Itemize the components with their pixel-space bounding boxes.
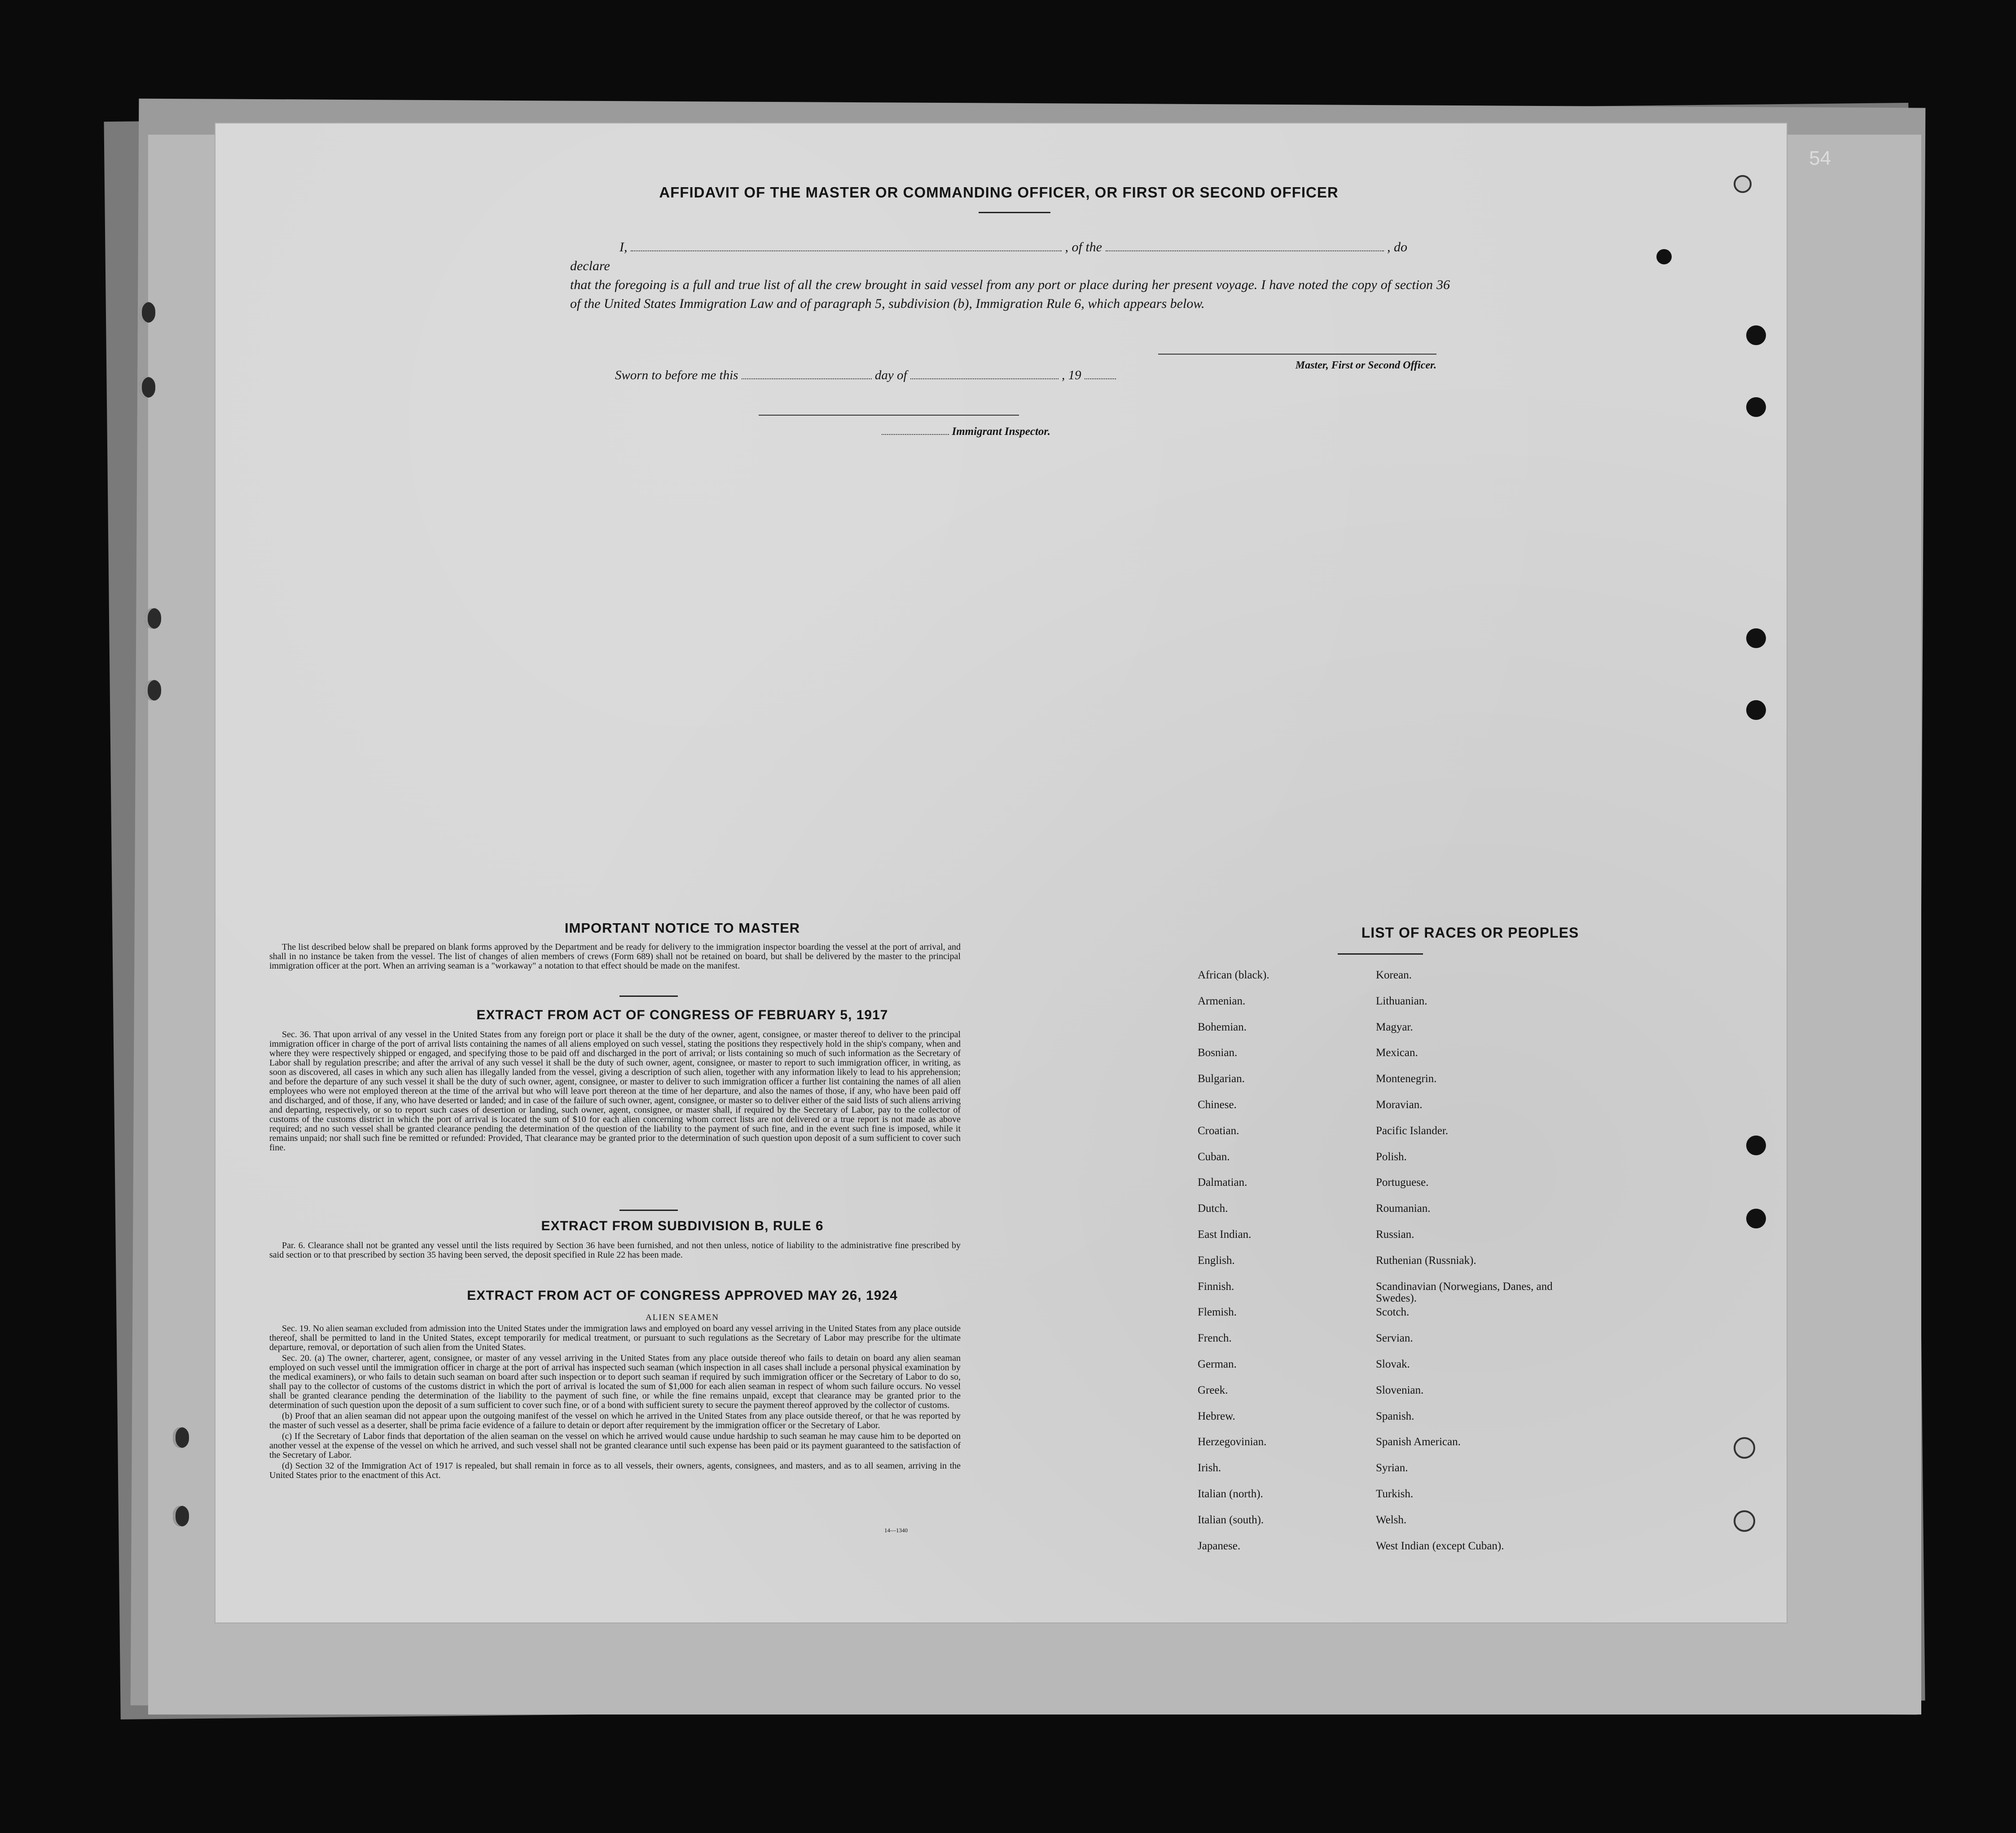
race-item: Slovenian.	[1376, 1384, 1424, 1396]
race-item: Scandinavian (Norwegians, Danes, and Swedes).	[1376, 1280, 1553, 1304]
race-item: Polish.	[1376, 1151, 1407, 1163]
inspector-block	[759, 413, 1050, 438]
binder-hole	[1746, 325, 1766, 345]
extract-1917-title: EXTRACT FROM ACT OF CONGRESS OF FEBRUARY 5, 1917	[476, 1008, 888, 1022]
binder-hole	[139, 302, 155, 323]
notice-title: IMPORTANT NOTICE TO MASTER	[564, 920, 800, 936]
race-item: French.	[1198, 1332, 1232, 1344]
race-item: Herzegovinian.	[1198, 1436, 1267, 1448]
race-item: Bohemian.	[1198, 1021, 1247, 1033]
affidavit-title: AFFIDAVIT OF THE MASTER OR COMMANDING OFFICER, OR FIRST OR SECOND OFFICER	[659, 184, 1339, 201]
divider	[1338, 953, 1423, 955]
sworn-year-field[interactable]	[1085, 378, 1116, 379]
binder-hole	[1746, 700, 1766, 720]
race-item: Chinese.	[1198, 1099, 1237, 1111]
binder-hole	[1746, 397, 1766, 417]
binder-hole	[145, 608, 161, 629]
binder-hole	[173, 1506, 189, 1526]
extract-rule6-title: EXTRACT FROM SUBDIVISION B, RULE 6	[541, 1219, 824, 1233]
signature-field[interactable]	[1158, 352, 1436, 355]
binder-hole	[1746, 1136, 1766, 1155]
race-item: Scotch.	[1376, 1306, 1410, 1318]
affidavit-declaration-line: I, , of the , do declare	[570, 240, 1407, 273]
race-item: Bosnian.	[1198, 1047, 1238, 1059]
race-item: Croatian.	[1198, 1125, 1239, 1137]
divider	[619, 995, 678, 997]
race-item: Dutch.	[1198, 1202, 1228, 1215]
affidavit-body	[570, 238, 1450, 313]
vessel-name-field[interactable]	[1106, 250, 1384, 251]
race-item: Flemish.	[1198, 1306, 1237, 1318]
race-item: Greek.	[1198, 1384, 1228, 1396]
race-item: Pacific Islander.	[1376, 1125, 1449, 1137]
form-code: 14—1340	[884, 1527, 908, 1534]
race-item: Finnish.	[1198, 1280, 1234, 1293]
binder-hole	[145, 680, 161, 701]
binder-hole	[139, 377, 155, 398]
race-item: Hebrew.	[1198, 1410, 1235, 1422]
binder-hole	[173, 1427, 189, 1448]
signature-label: Master, First or Second Officer.	[1295, 360, 1436, 371]
alien-seamen-subtitle: ALIEN SEAMEN	[646, 1313, 719, 1322]
race-item: Welsh.	[1376, 1514, 1407, 1526]
race-item: Irish.	[1198, 1462, 1221, 1474]
race-item: Italian (north).	[1198, 1488, 1263, 1500]
race-item: English.	[1198, 1254, 1235, 1267]
binder-hole	[1734, 175, 1752, 193]
race-item: Dalmatian.	[1198, 1176, 1247, 1188]
race-item: Moravian.	[1376, 1099, 1423, 1111]
binder-hole	[1746, 1209, 1766, 1228]
race-item: Korean.	[1376, 969, 1412, 981]
race-item: Servian.	[1376, 1332, 1413, 1344]
race-item: Spanish American.	[1376, 1436, 1461, 1448]
race-item: African (black).	[1198, 969, 1269, 981]
race-item: Montenegrin.	[1376, 1073, 1437, 1085]
race-item: Cuban.	[1198, 1151, 1230, 1163]
extract-1924-title: EXTRACT FROM ACT OF CONGRESS APPROVED MAY 26, 1924	[467, 1288, 898, 1303]
page-number: 54	[1809, 147, 1831, 169]
binder-hole	[1734, 1437, 1755, 1459]
race-item: West Indian (except Cuban).	[1376, 1540, 1504, 1552]
race-item: Lithuanian.	[1376, 995, 1427, 1007]
master-name-field[interactable]	[631, 250, 1062, 251]
race-item: Bulgarian.	[1198, 1073, 1245, 1085]
race-item: Portuguese.	[1376, 1176, 1429, 1188]
sworn-month-field[interactable]	[910, 378, 1059, 379]
affidavit-statement: that the foregoing is a full and true list of all the crew brought in said vessel from any port or place during her present voyage. I have noted the copy of section 36 of the United States Immigration Law and of paragraph 5, subdivision (b), Immigration Rule 6, which appears below.	[570, 277, 1450, 311]
extract-rule6-text: Par. 6. Clearance shall not be granted any vessel until the lists required by Section 36 have been furnished, and not then unless, notice of liability to the administrative fine prescribed by said section or to that prescribed by section 35 having been served, the deposit specified in Rule 22 has been made.	[269, 1241, 961, 1260]
ink-blot	[1656, 249, 1672, 264]
race-item: Italian (south).	[1198, 1514, 1264, 1526]
race-item: East Indian.	[1198, 1228, 1252, 1241]
race-item: Japanese.	[1198, 1540, 1241, 1552]
race-item: Ruthenian (Russniak).	[1376, 1254, 1476, 1267]
binder-hole	[1746, 628, 1766, 648]
divider	[619, 1210, 678, 1211]
race-item: Roumanian.	[1376, 1202, 1431, 1215]
extract-1917-text: Sec. 36. That upon arrival of any vessel in the United States from any foreign port or place it shall be the duty of the owner, agent, consignee, or master thereof to deliver to the principal immigration officer in charge of the port of arrival lists containing the names of all aliens employed on such vessel, stating the positions they respectively hold in the ship's company, when and where they were respectively shipped or engaged, and specifying those to be paid off and discharged in the port of arrival; or lists containing so much of such information as the Secretary of Labor shall by regulation prescribe; and after the arrival of any such vessel it shall be the duty of such owner, agent, consignee, or master to report to such immigration officer, in writing, as soon as discovered, all cases in which any such alien has illegally landed from the vessel, giving a description of such alien, together with any information likely to lead to his apprehension; and before the departure of any such vessel it shall be the duty of such owner, agent, consignee, or master to deliver to such immigration officer a further list containing the names of all alien employees who were not employed thereon at the time of the arrival but who will leave port thereon at the time of her departure, and also the names of those, if any, who have been paid off and discharged, and of those, if any, who have deserted or landed; and in case of the failure of such owner, agent, consignee, or master so to deliver either of the said lists of such aliens arriving and departing, respectively, or so to report such cases of desertion or landing, such owner, agent, consignee, or master shall, if required by the Secretary of Labor, pay to the collector of customs of the customs district in which the port of arrival is located the sum of $10 for each alien concerning whom correct lists are not delivered or a true report is not made as above required; and no such vessel shall be granted clearance pending the determination of the question of the liability to the payment of such fine, and in the event such fine is imposed, while it remains unpaid; nor shall such fine be remitted or refunded: Provided, That clearance may be granted prior to the determination of such question upon deposit of a sum sufficient to cover such fine.	[269, 1030, 961, 1153]
race-item: Russian.	[1376, 1228, 1414, 1241]
race-item: Syrian.	[1376, 1462, 1408, 1474]
divider	[979, 212, 1050, 213]
signature-block	[1149, 346, 1436, 372]
sworn-line: Sworn to before me this day of , 19	[615, 368, 1116, 383]
extract-1924-text: Sec. 19. No alien seaman excluded from admission into the United States under the immigration laws and employed on board any vessel arriving in the United States from any place outside thereof, shall be permitted to land in the United States, except temporarily for medical treatment, or pursuant to such regulations as the Secretary of Labor may prescribe for the ultimate departure, removal, or deportation of such alien from the United States. Sec. 20. (a) The owner, charterer, agent, consignee, or master of any vessel arriving in the United States from any place outside thereof who fails to detain on board any alien seaman employed on such vessel until the immigration officer in charge at the port of arrival has inspected such seaman (which inspection in all cases shall include a personal physical examination by the medical examiners), or who fails to detain such seaman on board after such inspection or to deport such seaman if required by such immigration officer or the Secretary of Labor to do so, shall pay to the collector of customs of the customs district in which the port of arrival is located the sum of $1,000 for each alien seaman in respect of whom such failure occurs. No vessel shall be granted clearance pending the determination of the liability to the payment of such fine, or while the fine remains unpaid, except that clearance may be granted prior to the determination of such question upon the deposit of a sum sufficient to cover such fine, or of a bond with sufficient surety to secure the payment thereof approved by the collector of customs. (b) Proof that an alien seaman did not appear upon the outgoing manifest of the vessel on which he arrived in the United States from any place outside thereof, or that he was reported by the master of such vessel as a deserter, shall be prima facie evidence of a failure to detain or deport after requirement by the immigration officer or the Secretary of Labor. (c) If the Secretary of Labor finds that deportation of the alien seaman on the vessel on which he arrived would cause undue hardship to such seaman he may cause him to be deported on another vessel at the expense of the vessel on which he arrived, and such vessel shall not be granted clearance until such expense has been paid or its payment guaranteed to the satisfaction of the Secretary of Labor. (d) Section 32 of the Immigration Act of 1917 is repealed, but shall remain in force as to all vessels, their owners, agents, consignees, and masters, and as to all seamen, arriving in the United States prior to the enactment of this Act.	[269, 1324, 961, 1480]
race-item: Armenian.	[1198, 995, 1246, 1007]
inspector-signature-field[interactable]	[759, 413, 1019, 416]
inspector-label: Immigrant Inspector.	[952, 425, 1050, 438]
race-item: German.	[1198, 1358, 1237, 1370]
races-list-title: LIST OF RACES OR PEOPLES	[1361, 925, 1579, 941]
race-item: Slovak.	[1376, 1358, 1410, 1370]
race-item: Magyar.	[1376, 1021, 1413, 1033]
race-item: Spanish.	[1376, 1410, 1414, 1422]
notice-text: The list described below shall be prepared on blank forms approved by the Department and be ready for delivery to the immigration inspector boarding the vessel at the port of arrival, and shall in no instance be taken from the vessel. The list of changes of alien members of crews (Form 689) shall not be retained on board, but shall be delivered by the master to the principal immigration officer at the port. When an arriving seaman is a "workaway" a notation to that effect should be made on the manifest.	[269, 942, 961, 971]
binder-hole	[1734, 1510, 1755, 1532]
race-item: Mexican.	[1376, 1047, 1418, 1059]
sworn-date-field[interactable]	[742, 378, 872, 379]
race-item: Turkish.	[1376, 1488, 1414, 1500]
